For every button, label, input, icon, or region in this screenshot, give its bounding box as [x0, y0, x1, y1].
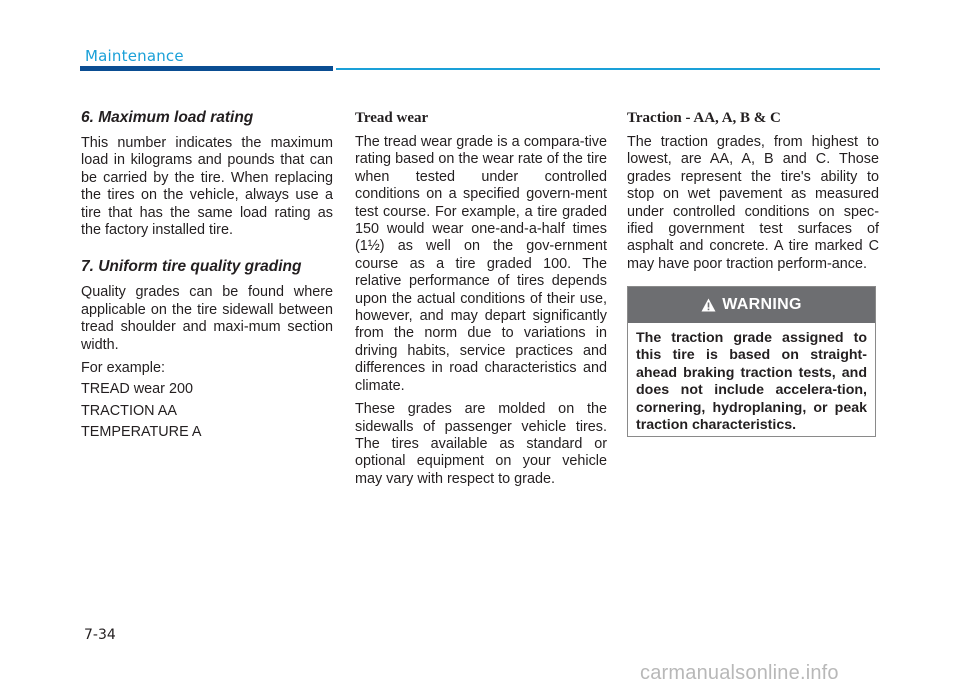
column-left [81, 108, 333, 446]
warning-title: WARNING [722, 296, 802, 313]
warning-header [628, 287, 875, 323]
warning-box [627, 286, 876, 437]
example-line-traction: TRACTION AA [81, 402, 177, 419]
example-line-temperature: TEMPERATURE A [81, 424, 202, 441]
warning-triangle-icon [701, 298, 716, 312]
watermark: carmanualsonline.info [640, 662, 839, 684]
paragraph-quality-grades: Quality grades can be found where applicable on the tire sidewall between tread shoulder and maxi-mum section width. [81, 284, 333, 353]
heading-maximum-load-rating: 6. Maximum load rating [81, 109, 254, 126]
paragraph-traction: The traction grades, from highest to lowest, are AA, A, B and C. Those grades represent the tire's ability to stop on wet pavement as measured under controlled conditions on spec-ified government test surfaces of asphalt and concrete. A tire marked C may have poor traction perform-ance. [627, 134, 879, 272]
heading-tread-wear: Tread wear [355, 110, 429, 126]
paragraph-load-rating: This number indicates the maximum load in kilograms and pounds that can be carried by the tire. When replacing the tires on the vehicle, always use a tire that has the same load rating as the factory installed tire. [81, 135, 333, 239]
heading-traction: Traction - AA, A, B & C [627, 110, 781, 126]
page-number: 7-34 [84, 627, 116, 643]
column-middle [355, 108, 607, 494]
paragraph-grades-molded: These grades are molded on the sidewalls of passenger vehicle tires. The tires available as standard or optional equipment on your vehicle may vary with respect to grade. [355, 401, 607, 487]
example-line-tread: TREAD wear 200 [81, 381, 193, 398]
warning-text: The traction grade assigned to this tire is based on straight-ahead braking traction tests, and does not include accelera-tion, cornering, hydroplaning, or peak traction characteristics. [636, 330, 867, 434]
header-rule-dark [80, 66, 333, 71]
section-title: Maintenance [85, 47, 184, 65]
header-rule-light [336, 68, 880, 70]
heading-uniform-tire-quality: 7. Uniform tire quality grading [81, 258, 302, 276]
paragraph-tread-wear: The tread wear grade is a compara-tive rating based on the wear rate of the tire when tested under controlled conditions on a specified govern-ment test course. For example, a tire graded 150 would wear one-and-a-half times (1½) as well on the gov-ernment course as a tire graded 100. The relative performance of tires depends upon the actual conditions of their use, however, and may depart significantly from the norm due to variations in driving habits, service practices and differences in road characteristics and climate. [355, 134, 607, 394]
example-intro: For example: [81, 360, 165, 377]
column-right [627, 108, 879, 279]
